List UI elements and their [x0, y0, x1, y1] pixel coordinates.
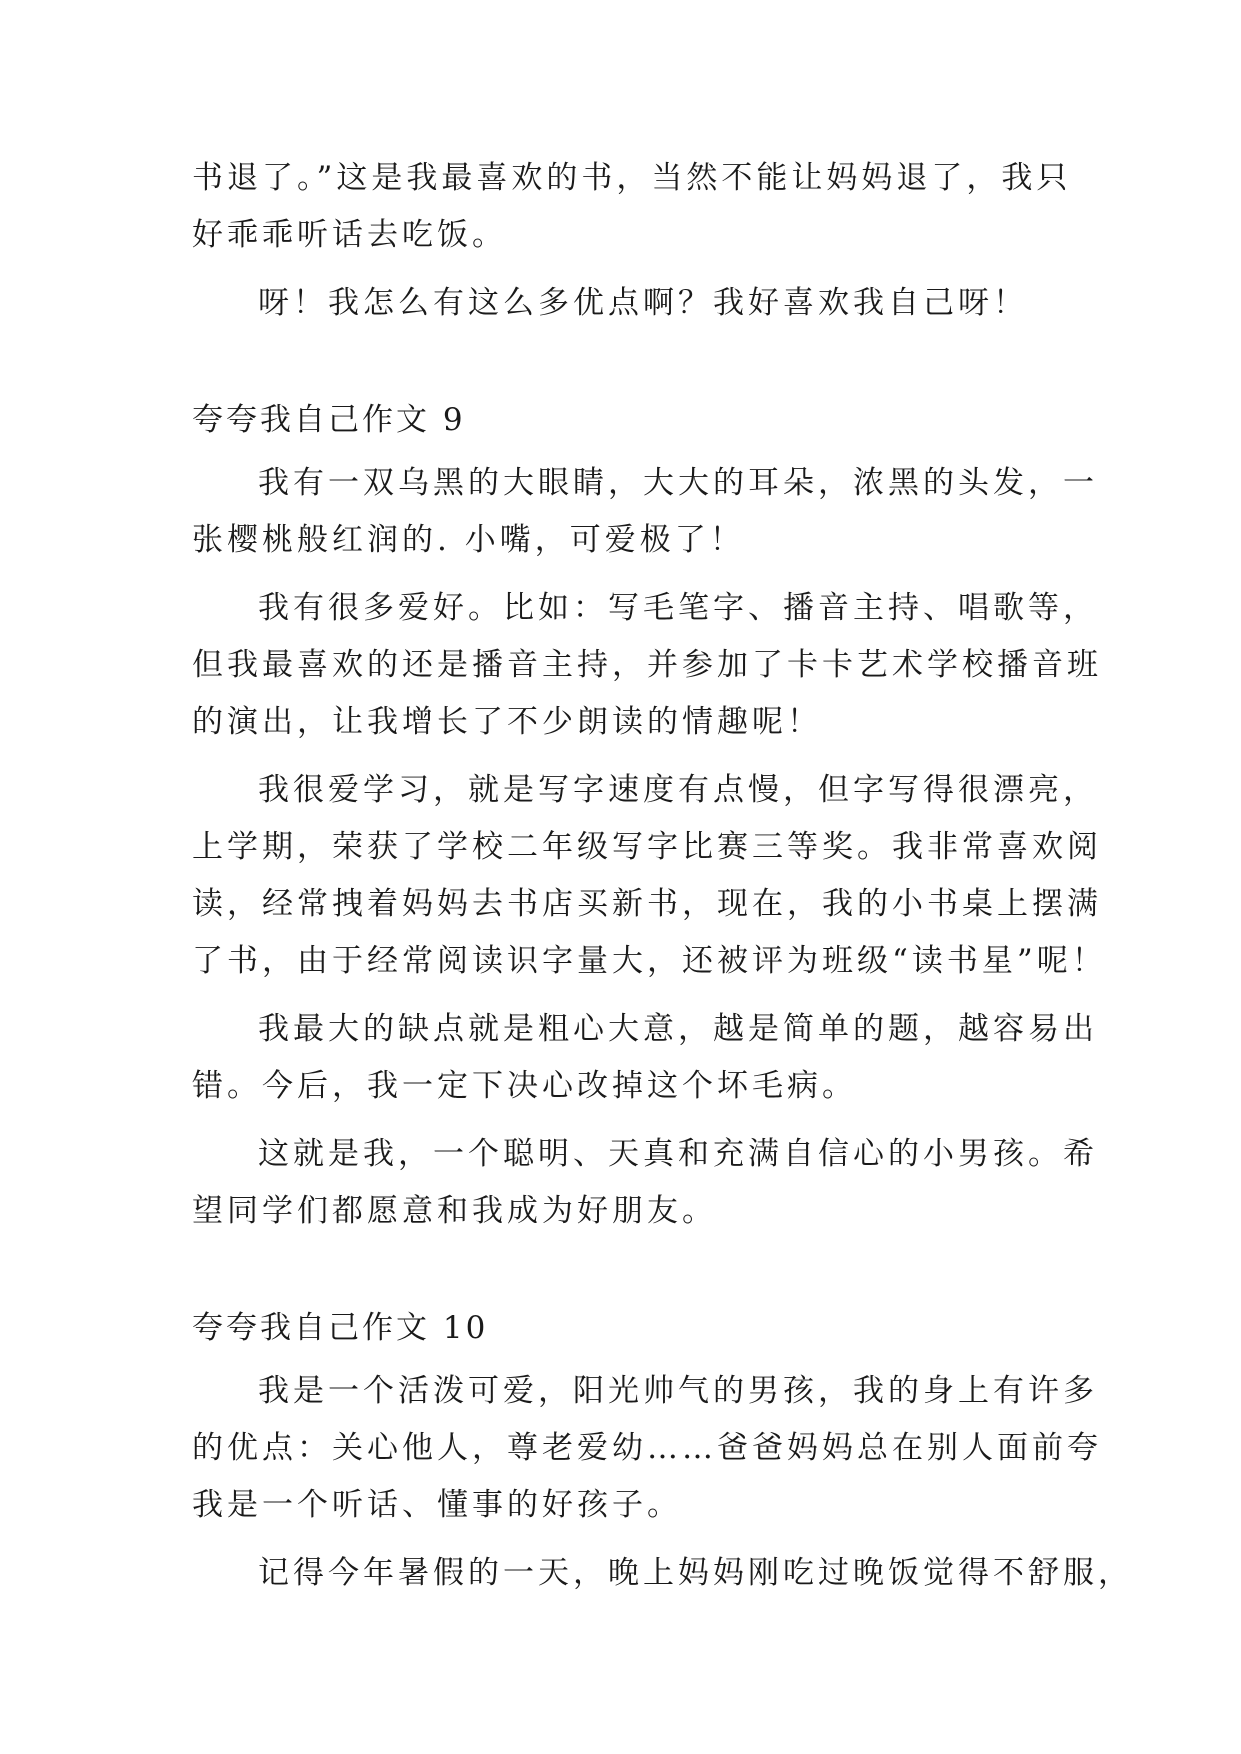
- text-line: 我是一个活泼可爱，阳光帅气的男孩，我的身上有许多: [258, 1373, 1098, 1409]
- essay-10-paragraph-2: [192, 1545, 1133, 1602]
- text-line: 但我最喜欢的还是播音主持，并参加了卡卡艺术学校播音班: [192, 647, 1102, 683]
- essay-9-title: 夸夸我自己作文 9: [192, 402, 466, 438]
- text-line: 我是一个听话、懂事的好孩子。: [192, 1487, 682, 1523]
- essay-9-paragraph-2: [192, 580, 1102, 751]
- intro-closing-line: 呀！我怎么有这么多优点啊？我好喜欢我自己呀！: [258, 285, 1028, 321]
- text-line: 记得今年暑假的一天，晚上妈妈刚吃过晚饭觉得不舒服，: [258, 1555, 1133, 1591]
- essay-9-paragraph-5: [192, 1126, 1098, 1240]
- text-line: 我很爱学习，就是写字速度有点慢，但字写得很漂亮，: [258, 772, 1098, 808]
- essay-9-paragraph-3: [192, 762, 1107, 990]
- essay-10-paragraph-1: [192, 1363, 1102, 1534]
- text-line: 读，经常拽着妈妈去书店买新书，现在，我的小书桌上摆满: [192, 886, 1102, 922]
- text-line: 了书，由于经常阅读识字量大，还被评为班级“读书星”呢！: [192, 943, 1107, 979]
- intro-paragraph: [192, 150, 1072, 264]
- document-page: [192, 150, 1133, 1602]
- text-line: 我最大的缺点就是粗心大意，越是简单的题，越容易出: [258, 1011, 1098, 1047]
- text-line: 的优点：关心他人，尊老爱幼……爸爸妈妈总在别人面前夸: [192, 1430, 1102, 1466]
- essay-10-title: 夸夸我自己作文 10: [192, 1310, 489, 1346]
- essay-9-paragraph-4: [192, 1001, 1098, 1115]
- text-line: 我有一双乌黑的大眼睛，大大的耳朵，浓黑的头发，一: [258, 465, 1098, 501]
- text-line: 张樱桃般红润的. 小嘴，可爱极了！: [192, 522, 745, 558]
- text-line: 这就是我，一个聪明、天真和充满自信心的小男孩。希: [258, 1136, 1098, 1172]
- text-line: 好乖乖听话去吃饭。: [192, 217, 507, 253]
- text-line: 书退了。”这是我最喜欢的书，当然不能让妈妈退了，我只: [192, 160, 1072, 196]
- text-line: 的演出，让我增长了不少朗读的情趣呢！: [192, 704, 822, 740]
- text-line: 错。今后，我一定下决心改掉这个坏毛病。: [192, 1068, 857, 1104]
- text-line: 望同学们都愿意和我成为好朋友。: [192, 1193, 717, 1229]
- essay-9-paragraph-1: [192, 455, 1098, 569]
- text-line: 我有很多爱好。比如：写毛笔字、播音主持、唱歌等，: [258, 590, 1098, 626]
- text-line: 上学期，荣获了学校二年级写字比赛三等奖。我非常喜欢阅: [192, 829, 1102, 865]
